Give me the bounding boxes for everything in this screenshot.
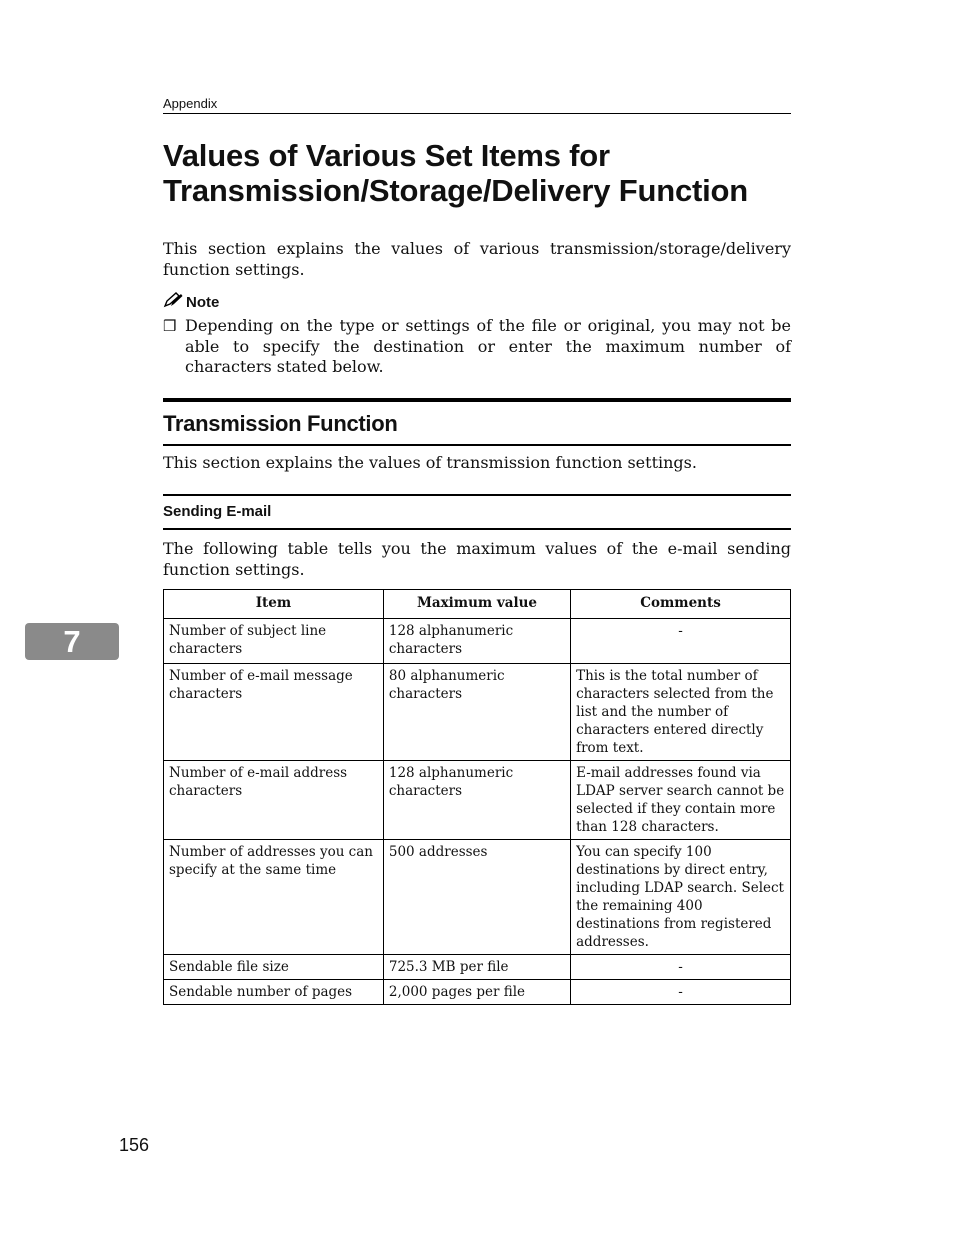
note-item-text: Depending on the type or settings of the file or original, you may not be able to specify the destination or enter the maximum number of characters stated below.	[185, 316, 791, 376]
item-cell: Sendable number of pages	[164, 980, 384, 1005]
checkbox-icon: ❒	[163, 317, 177, 335]
note-item	[163, 316, 791, 378]
email-limits-table	[163, 589, 791, 1005]
comment-cell: -	[571, 980, 791, 1005]
comment-cell: E-mail addresses found via LDAP server search cannot be selected if they contain more than 128 characters.	[571, 761, 791, 840]
intro-paragraph: This section explains the values of various transmission/storage/delivery function settings.	[163, 239, 791, 279]
subsection-text: The following table tells you the maximum values of the e-mail sending function settings.	[163, 539, 791, 579]
comment-cell: You can specify 100 destinations by direct entry, including LDAP search. Select the remaining 400 destinations from registered addresses.	[571, 840, 791, 955]
max-value-cell: 128 alphanumeric characters	[383, 761, 570, 840]
chapter-tab: 7	[25, 623, 119, 660]
item-cell: Number of addresses you can specify at the same time	[164, 840, 384, 955]
comment-cell: -	[571, 955, 791, 980]
header-item: Item	[164, 590, 384, 619]
max-value-cell: 2,000 pages per file	[383, 980, 570, 1005]
comment-cell: -	[571, 619, 791, 664]
table-header-row	[164, 590, 791, 619]
table-row	[164, 619, 791, 664]
item-cell: Sendable file size	[164, 955, 384, 980]
item-cell: Number of e-mail message characters	[164, 664, 384, 761]
max-value-cell: 500 addresses	[383, 840, 570, 955]
max-value-cell: 80 alphanumeric characters	[383, 664, 570, 761]
subsection-heading: Sending E-mail	[163, 494, 791, 530]
item-cell: Number of e-mail address characters	[164, 761, 384, 840]
table-row	[164, 980, 791, 1005]
table-row	[164, 664, 791, 761]
pencil-icon	[163, 292, 183, 312]
section-heading: Transmission Function	[163, 398, 791, 446]
comment-cell: This is the total number of characters selected from the list and the number of characters entered directly from text.	[571, 664, 791, 761]
note-heading	[163, 292, 219, 312]
max-value-cell: 725.3 MB per file	[383, 955, 570, 980]
header-maximum-value: Maximum value	[383, 590, 570, 619]
page-title	[163, 138, 803, 208]
item-cell: Number of subject line characters	[164, 619, 384, 664]
section-text: This section explains the values of transmission function settings.	[163, 453, 697, 472]
table-row	[164, 955, 791, 980]
running-head: Appendix	[163, 96, 791, 114]
header-comments: Comments	[571, 590, 791, 619]
page-title-line-2: Transmission/Storage/Delivery Function	[163, 173, 749, 208]
table-row	[164, 761, 791, 840]
table-row	[164, 840, 791, 955]
page-number: 156	[119, 1135, 150, 1155]
note-heading-label: Note	[186, 293, 220, 311]
page-title-line-1: Values of Various Set Items for	[163, 138, 610, 173]
max-value-cell: 128 alphanumeric characters	[383, 619, 570, 664]
